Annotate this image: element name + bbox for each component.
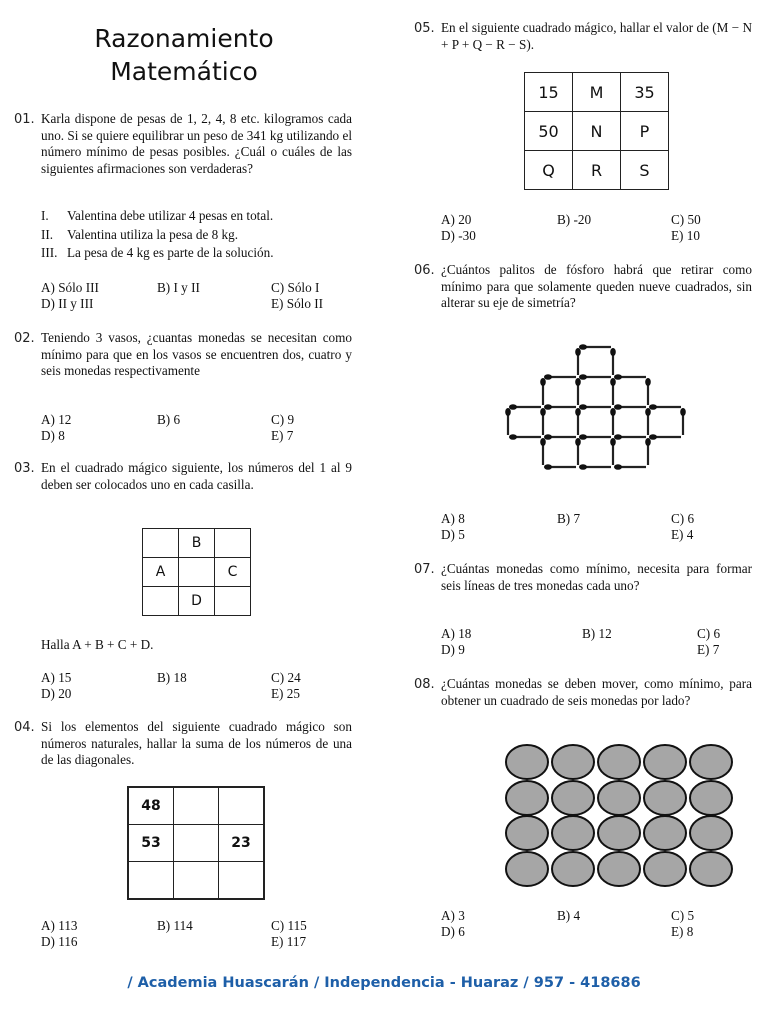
option-d: D) -30 — [441, 228, 476, 243]
coin — [506, 816, 548, 850]
question-text: ¿Cuántos palitos de fósforo habrá que retirar como mínimo para que solamente queden nueve cuadrados, sin alterar su eje de simetría? — [441, 262, 752, 310]
coin — [552, 816, 594, 850]
question-text: Karla dispone de pesas de 1, 2, 4, 8 etc. kilogramos cada uno. Si se quiere equilibrar un peso de 341 kg utilizando el número mínimo de pesas posibles. ¿Cuál o cuáles de las siguientes afirmaciones son verdaderas? — [41, 111, 352, 176]
coin — [552, 745, 594, 779]
option-a: A) 18 — [441, 626, 472, 641]
grid-cell: 53 — [128, 825, 174, 862]
coin — [644, 816, 686, 850]
question-number: 06. — [414, 263, 435, 278]
coin — [690, 745, 732, 779]
coin — [690, 852, 732, 886]
question-text: En el cuadrado mágico siguiente, los números del 1 al 9 deben ser colocados uno en cada casilla. — [41, 460, 352, 492]
option-a: A) 20 — [441, 212, 472, 227]
question-prompt: Halla A + B + C + D. — [41, 637, 154, 652]
option-c: C) 9 — [271, 412, 295, 427]
question-number: 03. — [14, 461, 35, 476]
coin — [598, 816, 640, 850]
option-a: A) 3 — [441, 908, 465, 923]
option-a: A) 15 — [41, 670, 72, 685]
option-e: E) Sólo II — [271, 296, 324, 311]
question-number: 07. — [414, 562, 435, 577]
grid-cell: 35 — [621, 73, 669, 112]
option-d: D) 8 — [41, 428, 65, 443]
option-a: A) 12 — [41, 412, 72, 427]
coin — [552, 852, 594, 886]
coin — [506, 745, 548, 779]
option-b: B) -20 — [557, 212, 592, 227]
coin — [506, 781, 548, 815]
option-e: E) 4 — [671, 527, 694, 542]
option-e: E) 7 — [271, 428, 294, 443]
question-text: ¿Cuántas monedas como mínimo, necesita para formar seis líneas de tres monedas cada uno? — [441, 561, 752, 593]
grid-cell: 48 — [128, 787, 174, 825]
question-text: ¿Cuántas monedas se deben mover, como mínimo, para obtener un cuadrado de seis monedas por lado? — [441, 676, 752, 708]
option-c: C) 50 — [671, 212, 701, 227]
coin — [690, 816, 732, 850]
statement-2: II. Valentina utiliza la pesa de 8 kg. — [41, 227, 239, 242]
option-e: E) 117 — [271, 934, 307, 949]
option-e: E) 10 — [671, 228, 700, 243]
question-number: 05. — [414, 21, 435, 36]
coin — [644, 745, 686, 779]
grid-cell: P — [621, 112, 669, 151]
option-b: B) 114 — [157, 918, 193, 933]
coin — [644, 852, 686, 886]
option-a: A) Sólo III — [41, 280, 99, 295]
statement-1: I. Valentina debe utilizar 4 pesas en total. — [41, 208, 274, 223]
question-number: 04. — [14, 720, 35, 735]
grid-cell: B — [179, 529, 215, 558]
coin — [644, 781, 686, 815]
option-c: C) 6 — [697, 626, 721, 641]
option-d: D) 20 — [41, 686, 72, 701]
option-d: D) 6 — [441, 924, 465, 939]
option-b: B) 18 — [157, 670, 187, 685]
grid-cell: Q — [525, 151, 573, 190]
question-number: 02. — [14, 331, 35, 346]
option-c: C) Sólo I — [271, 280, 320, 295]
question-text: Si los elementos del siguiente cuadrado mágico son números naturales, hallar la suma de los números de una de las diagonales. — [41, 719, 352, 767]
grid-cell: A — [143, 558, 179, 587]
option-e: E) 8 — [671, 924, 694, 939]
grid-cell: R — [573, 151, 621, 190]
option-a: A) 8 — [441, 511, 465, 526]
grid-cell: D — [179, 587, 215, 616]
title-line-1: Razonamiento — [94, 24, 274, 53]
grid-cell: N — [573, 112, 621, 151]
question-number: 08. — [414, 677, 435, 692]
option-e: E) 7 — [697, 642, 720, 657]
grid-cell: 23 — [219, 825, 265, 862]
grid-cell: 50 — [525, 112, 573, 151]
option-b: B) 4 — [557, 908, 581, 923]
coin — [598, 852, 640, 886]
question-text: Teniendo 3 vasos, ¿cuantas monedas se necesitan como mínimo para que en los vasos se encuentren dos, cuatro y seis monedas respectivamente — [41, 330, 352, 378]
option-b: B) 7 — [557, 511, 581, 526]
option-b: B) 6 — [157, 412, 181, 427]
option-d: D) 5 — [441, 527, 465, 542]
option-d: D) 116 — [41, 934, 78, 949]
option-b: B) I y II — [157, 280, 200, 295]
coin — [552, 781, 594, 815]
grid-cell: M — [573, 73, 621, 112]
coin — [598, 781, 640, 815]
question-text: En el siguiente cuadrado mágico, hallar el valor de (M − N + P + Q − R − S). — [441, 20, 752, 52]
footer: / Academia Huascarán / Independencia - Huaraz / 957 - 418686 — [127, 975, 641, 991]
grid-cell: 15 — [525, 73, 573, 112]
option-c: C) 5 — [671, 908, 695, 923]
option-c: C) 6 — [671, 511, 695, 526]
grid-cell: C — [215, 558, 251, 587]
title-line-2: Matemático — [110, 57, 258, 86]
option-d: D) II y III — [41, 296, 94, 311]
coin — [690, 781, 732, 815]
option-d: D) 9 — [441, 642, 465, 657]
coin — [598, 745, 640, 779]
statement-3: III. La pesa de 4 kg es parte de la solución. — [41, 245, 274, 260]
question-number: 01. — [14, 112, 35, 127]
option-c: C) 24 — [271, 670, 301, 685]
coin — [506, 852, 548, 886]
option-b: B) 12 — [582, 626, 612, 641]
option-c: C) 115 — [271, 918, 307, 933]
option-a: A) 113 — [41, 918, 78, 933]
option-e: E) 25 — [271, 686, 300, 701]
grid-cell: S — [621, 151, 669, 190]
